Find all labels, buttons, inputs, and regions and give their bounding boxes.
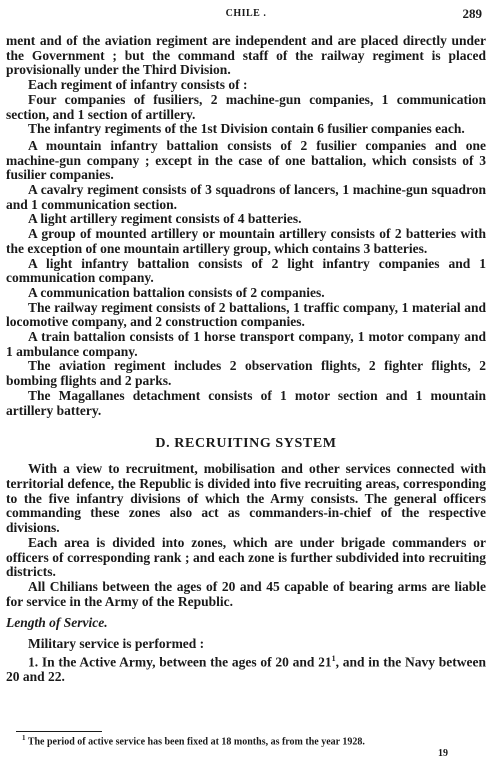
- footnote-marker: 1: [331, 654, 336, 664]
- footnote-mark: 1: [22, 734, 26, 742]
- paragraph: A communication battalion consists of 2 companies.: [28, 284, 325, 300]
- service-item-text: 1. In the Active Army, between the ages of 20 and 21: [28, 654, 332, 670]
- paragraph: The Magallanes detachment consists of 1 motor section and 1 mountain artillery battery.: [6, 387, 486, 418]
- paragraph: The infantry regiments of the 1st Division contain 6 fusilier companies each.: [28, 121, 465, 137]
- paragraph: ment and of the aviation regiment are independent and are placed directly under the Government ; but the command staff of the railway regiment is placed provisionally under the Third Division.: [6, 33, 486, 78]
- service-item: [6, 652, 486, 685]
- footnote-rule: [16, 731, 102, 732]
- paragraph: Each regiment of infantry consists of :: [28, 77, 248, 93]
- paragraph: The aviation regiment includes 2 observation flights, 2 fighter flights, 2 bombing flights and 2 parks.: [6, 358, 486, 389]
- signature-mark: 19: [438, 748, 448, 759]
- paragraph: Four companies of fusiliers, 2 machine-gun companies, 1 communication section, and 1 section of artillery.: [6, 91, 486, 122]
- paragraph: A light artillery regiment consists of 4 batteries.: [28, 211, 302, 227]
- paragraph: A train battalion consists of 1 horse transport company, 1 motor company and 1 ambulance company.: [6, 329, 486, 359]
- footnote: [22, 734, 472, 747]
- subheading: Length of Service.: [6, 615, 108, 631]
- paragraph: The railway regiment consists of 2 battalions, 1 traffic company, 1 material and locomotive company, and 2 construction companies.: [6, 299, 486, 330]
- paragraph: Each area is divided into zones, which are under brigade commanders or officers of corresponding rank ; and each zone is further subdivided into recruiting districts.: [6, 534, 486, 580]
- page-body: [6, 34, 486, 685]
- paragraph: A cavalry regiment consists of 3 squadrons of lancers, 1 machine-gun squadron and 1 communication section.: [6, 182, 486, 212]
- paragraph: All Chilians between the ages of 20 and 45 capable of bearing arms are liable for service in the Army of the Republic.: [6, 578, 486, 609]
- paragraph: A mountain infantry battalion consists of 2 fusilier companies and one machine-gun company ; except in the case of one battalion, which consists of 3 fusilier companies.: [6, 137, 486, 183]
- paragraph: A group of mounted artillery or mountain artillery consists of 2 batteries with the exception of one mountain artillery group, which contains 3 batteries.: [6, 226, 486, 256]
- paragraph: With a view to recruitment, mobilisation and other services connected with territorial defence, the Republic is divided into five recruiting areas, corresponding to the five infantry divisions of which the Army consists. The general officers commanding these zones also act as commanders-in-chief of the respective divisions.: [6, 461, 486, 536]
- page-number: 289: [462, 6, 482, 21]
- paragraph: A light infantry battalion consists of 2 light infantry companies and 1 communication company.: [6, 255, 486, 286]
- footnote-text: The period of active service has been fixed at 18 months, as from the year 1928.: [27, 736, 365, 748]
- service-item-end: , and in the Navy between 20 and 22.: [6, 654, 486, 685]
- running-head: CHILE .: [225, 8, 267, 19]
- page-header: [0, 6, 492, 22]
- paragraph: Military service is performed :: [28, 636, 205, 652]
- section-heading: D. RECRUITING SYSTEM: [155, 436, 337, 452]
